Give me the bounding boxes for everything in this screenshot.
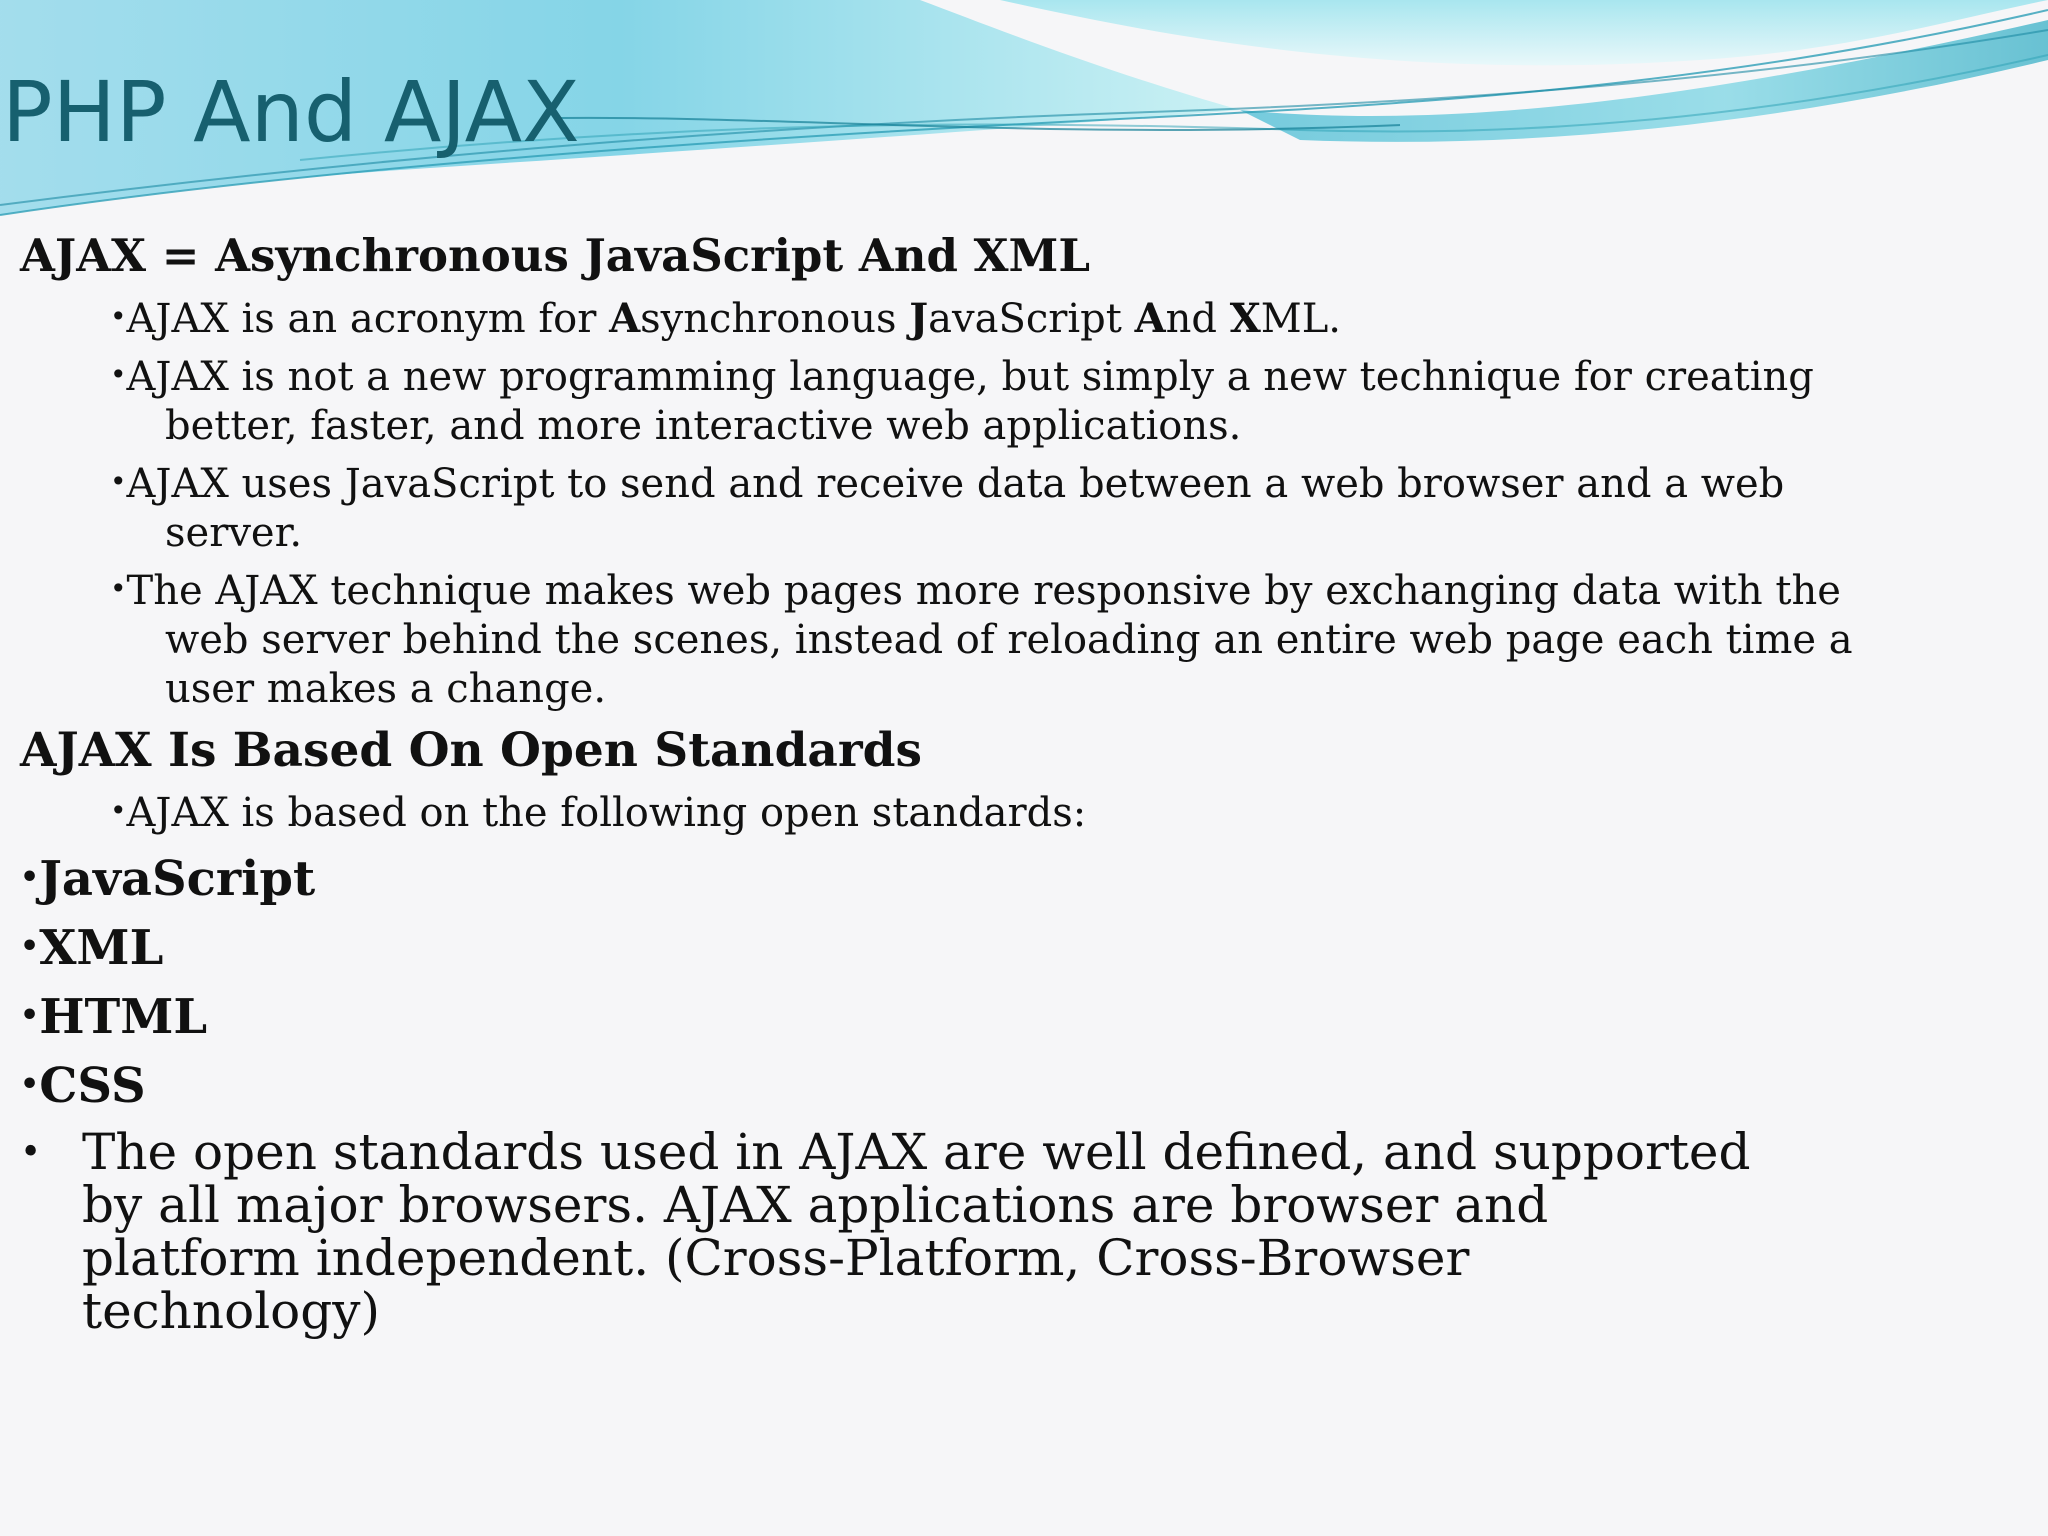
point-text: nd xyxy=(1165,296,1230,342)
definition-point xyxy=(110,457,1855,558)
point-text: avaScript xyxy=(928,296,1135,342)
definition-point xyxy=(110,292,1855,344)
bullet-icon: • xyxy=(110,300,127,333)
point-text: ML. xyxy=(1260,296,1341,342)
point-text: AJAX is not a new programming language, but simply a new technique for creating better, faster, and more interactive web applications. xyxy=(126,354,1814,449)
point-text: AJAX is an acronym for xyxy=(126,296,610,342)
closing-text: The open standards used in AJAX are well defined, and supported by all major browsers. AJAX applications are browser and platform independent. (Cross-Platform, Cross-Browser technology) xyxy=(82,1123,1751,1340)
bullet-icon: • xyxy=(20,998,40,1033)
section-heading-open-standards: AJAX Is Based On Open Standards xyxy=(20,723,922,778)
slide-title: PHP And AJAX xyxy=(2,63,580,161)
acronym-letter: A xyxy=(609,295,641,342)
bullet-icon: • xyxy=(110,572,127,605)
standard-label: CSS xyxy=(39,1058,146,1114)
bullet-icon: • xyxy=(110,794,127,827)
point-text: synchronous xyxy=(640,296,910,342)
standard-item-javascript xyxy=(20,844,1800,913)
standard-item-html xyxy=(20,982,1800,1051)
definition-point xyxy=(110,350,1855,451)
closing-point xyxy=(20,1123,1780,1340)
bullet-icon: • xyxy=(20,1067,40,1102)
definition-point xyxy=(110,564,1855,714)
point-text: The AJAX technique makes web pages more responsive by exchanging data with the web server behind the scenes, instead of reloading an entire web page each time a user makes a change. xyxy=(126,568,1853,712)
standard-label: XML xyxy=(39,920,164,976)
bullet-icon: • xyxy=(110,465,127,498)
section-heading-ajax-definition: AJAX = Asynchronous JavaScript And XML xyxy=(20,229,1090,282)
standards-intro xyxy=(110,786,1855,838)
standard-item-css xyxy=(20,1051,1800,1120)
standard-label: HTML xyxy=(39,989,208,1045)
bullet-icon: • xyxy=(20,1132,42,1173)
standard-item-xml xyxy=(20,913,1800,982)
slide-content xyxy=(20,224,1853,1340)
acronym-letter: X xyxy=(1229,295,1261,342)
point-text: AJAX is based on the following open standards: xyxy=(126,790,1087,836)
bullet-icon: • xyxy=(20,929,40,964)
standard-label: JavaScript xyxy=(39,851,316,907)
acronym-letter: J xyxy=(909,295,929,342)
bullet-icon: • xyxy=(20,860,40,895)
point-text: AJAX uses JavaScript to send and receive data between a web browser and a web server. xyxy=(126,461,1785,556)
acronym-letter: A xyxy=(1134,295,1166,342)
bullet-icon: • xyxy=(110,358,127,391)
